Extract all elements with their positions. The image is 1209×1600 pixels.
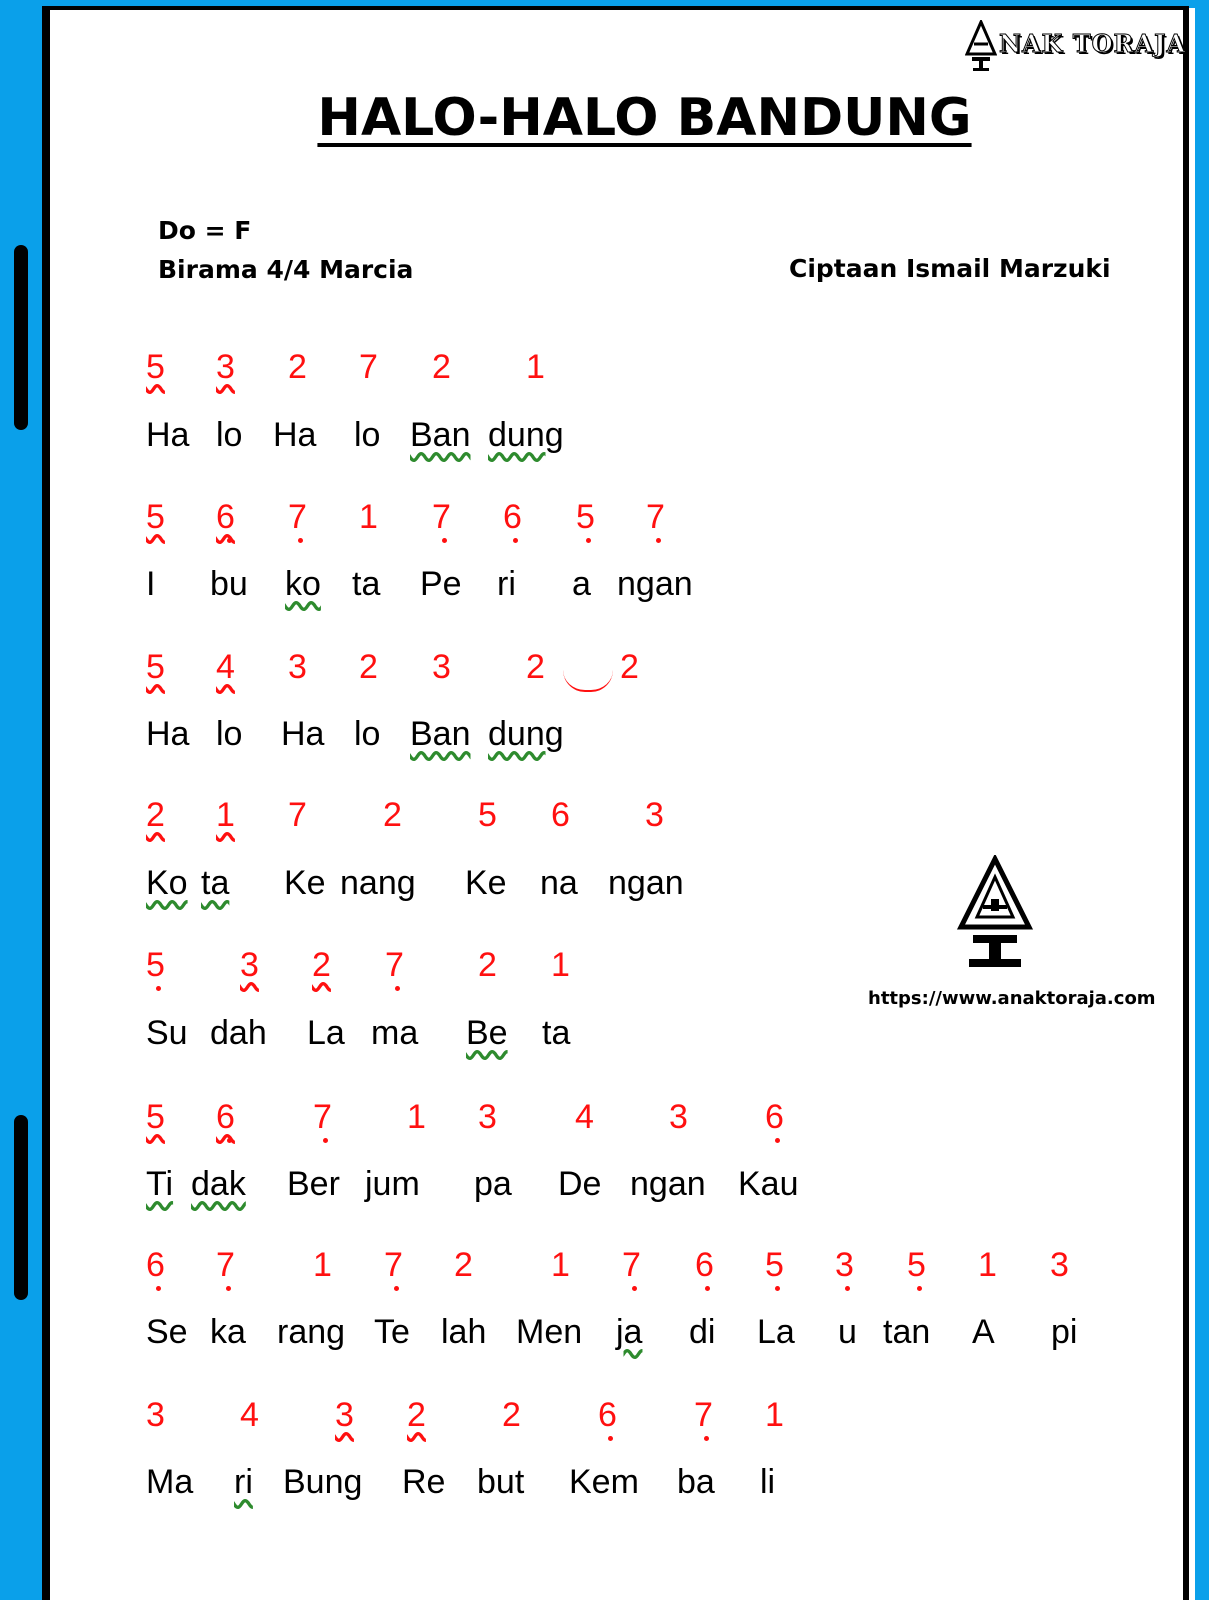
octave-dot — [513, 538, 518, 543]
lyric-syllable: nang — [340, 864, 416, 902]
note: 3 — [432, 648, 451, 686]
note: 7 — [646, 498, 665, 536]
lyric-syllable: La — [757, 1313, 795, 1351]
lyric-syllable: pa — [474, 1165, 512, 1203]
note: 1 — [313, 1246, 332, 1284]
notes-line-2 — [0, 498, 1209, 538]
lyric-syllable: lo — [216, 416, 243, 454]
note: 4 — [240, 1396, 259, 1434]
lyrics-line-7 — [0, 1313, 1209, 1353]
note: 3 — [335, 1396, 354, 1434]
lyric-syllable: ngan — [630, 1165, 706, 1203]
note: 3 — [288, 648, 307, 686]
notes-line-7 — [0, 1246, 1209, 1286]
lyric-syllable: Ber — [287, 1165, 340, 1203]
lyric-syllable: ri — [234, 1463, 253, 1501]
lyric-syllable: dah — [210, 1014, 267, 1052]
lyric-syllable: ta — [201, 864, 230, 902]
website-url[interactable]: https://www.anaktoraja.com — [868, 988, 1156, 1009]
note: 6 — [216, 498, 235, 536]
note: 6 — [503, 498, 522, 536]
lyric-syllable: Ke — [284, 864, 326, 902]
lyric-syllable: dak — [191, 1165, 246, 1203]
lyric-syllable: li — [760, 1463, 776, 1501]
octave-dot — [227, 1138, 232, 1143]
lyric-syllable: lo — [354, 416, 381, 454]
lyric-syllable: Re — [402, 1463, 446, 1501]
note: 7 — [385, 946, 404, 984]
octave-dot — [632, 1286, 637, 1291]
lyric-syllable: tan — [883, 1313, 931, 1351]
lyric-syllable: bu — [210, 565, 248, 603]
lyric-syllable: lah — [441, 1313, 487, 1351]
lyrics-line-8 — [0, 1463, 1209, 1503]
lyric-syllable: La — [307, 1014, 345, 1052]
composer-credit: Ciptaan Ismail Marzuki — [789, 254, 1111, 283]
octave-dot — [586, 538, 591, 543]
site-logo-icon — [955, 855, 1035, 975]
lyric-syllable: A — [972, 1313, 995, 1351]
note: 4 — [575, 1098, 594, 1136]
lyric-syllable: Ban — [410, 416, 471, 454]
lyric-syllable: jum — [365, 1165, 420, 1203]
brand-name: NAK TORAJA — [999, 29, 1187, 58]
note: 4 — [216, 648, 235, 686]
lyric-syllable: Ha — [273, 416, 317, 454]
note: 3 — [835, 1246, 854, 1284]
octave-dot — [395, 986, 400, 991]
note: 7 — [622, 1246, 641, 1284]
note: 2 — [620, 648, 639, 686]
lyric-syllable: ta — [352, 565, 381, 603]
lyric-syllable: I — [146, 565, 156, 603]
note: 7 — [288, 498, 307, 536]
octave-dot — [156, 1286, 161, 1291]
note: 5 — [146, 946, 165, 984]
note: 1 — [216, 796, 235, 834]
lyric-syllable: ma — [371, 1014, 419, 1052]
lyric-syllable: Te — [374, 1313, 410, 1351]
lyric-syllable: lo — [354, 715, 381, 753]
key-signature: Do = F — [158, 216, 252, 245]
note: 5 — [576, 498, 595, 536]
lyric-syllable: lo — [216, 715, 243, 753]
lyric-syllable: na — [540, 864, 578, 902]
note: 6 — [598, 1396, 617, 1434]
note: 3 — [1050, 1246, 1069, 1284]
lyric-syllable: Ha — [281, 715, 325, 753]
lyric-syllable: ba — [677, 1463, 715, 1501]
lyric-syllable: rang — [277, 1313, 346, 1351]
note: 3 — [216, 348, 235, 386]
note: 2 — [146, 796, 165, 834]
lyrics-line-6 — [0, 1165, 1209, 1205]
brand-header — [965, 20, 1186, 72]
note: 7 — [359, 348, 378, 386]
lyric-syllable: De — [558, 1165, 602, 1203]
note: 7 — [694, 1396, 713, 1434]
note: 5 — [146, 498, 165, 536]
lyric-syllable: Kau — [738, 1165, 799, 1203]
note: 3 — [669, 1098, 688, 1136]
lyric-syllable: ja — [616, 1313, 643, 1351]
note: 7 — [288, 796, 307, 834]
notes-line-3 — [0, 648, 1209, 688]
note: 6 — [551, 796, 570, 834]
note: 5 — [146, 1098, 165, 1136]
octave-dot — [705, 1286, 710, 1291]
note: 2 — [478, 946, 497, 984]
lyric-syllable: di — [689, 1313, 716, 1351]
lyric-syllable: a — [572, 565, 591, 603]
binder-ring-top — [14, 245, 28, 430]
octave-dot — [775, 1138, 780, 1143]
note: 6 — [216, 1098, 235, 1136]
octave-dot — [394, 1286, 399, 1291]
lyric-syllable: Ha — [146, 416, 190, 454]
lyric-syllable: Se — [146, 1313, 188, 1351]
octave-dot — [226, 1286, 231, 1291]
note: 2 — [526, 648, 545, 686]
notes-line-6 — [0, 1098, 1209, 1138]
note: 5 — [146, 648, 165, 686]
lyric-syllable: Su — [146, 1014, 188, 1052]
song-title: HALO-HALO BANDUNG — [317, 88, 972, 148]
note: 5 — [478, 796, 497, 834]
octave-dot — [704, 1436, 709, 1441]
note: 5 — [907, 1246, 926, 1284]
note: 1 — [526, 348, 545, 386]
lyric-syllable: Bung — [283, 1463, 363, 1501]
lyric-syllable: ta — [542, 1014, 571, 1052]
note: 2 — [454, 1246, 473, 1284]
lyric-syllable: but — [477, 1463, 525, 1501]
lyric-syllable: Ke — [465, 864, 507, 902]
octave-dot — [298, 538, 303, 543]
lyric-syllable: Ban — [410, 715, 471, 753]
note: 7 — [384, 1246, 403, 1284]
lyrics-line-2 — [0, 565, 1209, 605]
lyric-syllable: Kem — [569, 1463, 639, 1501]
lyric-syllable: Men — [516, 1313, 583, 1351]
note: 3 — [478, 1098, 497, 1136]
note: 3 — [645, 796, 664, 834]
octave-dot — [227, 538, 232, 543]
note: 1 — [407, 1098, 426, 1136]
note: 7 — [432, 498, 451, 536]
note: 6 — [695, 1246, 714, 1284]
note: 2 — [288, 348, 307, 386]
note: 1 — [978, 1246, 997, 1284]
note: 1 — [765, 1396, 784, 1434]
lyrics-line-3 — [0, 715, 1209, 755]
notes-line-8 — [0, 1396, 1209, 1436]
lyric-syllable: Pe — [420, 565, 462, 603]
lyric-syllable: ri — [497, 565, 516, 603]
lyric-syllable: Ko — [146, 864, 188, 902]
lyric-syllable: ngan — [608, 864, 684, 902]
note: 2 — [502, 1396, 521, 1434]
octave-dot — [656, 538, 661, 543]
note: 1 — [551, 1246, 570, 1284]
octave-dot — [323, 1138, 328, 1143]
lyrics-line-1 — [0, 416, 1209, 456]
octave-dot — [608, 1436, 613, 1441]
notes-line-1 — [0, 348, 1209, 388]
note: 6 — [765, 1098, 784, 1136]
time-signature: Birama 4/4 Marcia — [158, 255, 414, 284]
note: 5 — [765, 1246, 784, 1284]
lyric-syllable: dung — [488, 416, 564, 454]
note: 1 — [551, 946, 570, 984]
note: 2 — [383, 796, 402, 834]
note: 6 — [146, 1246, 165, 1284]
note: 7 — [216, 1246, 235, 1284]
octave-dot — [917, 1286, 922, 1291]
lyric-syllable: pi — [1051, 1313, 1078, 1351]
note: 2 — [359, 648, 378, 686]
lyric-syllable: Ti — [146, 1165, 174, 1203]
octave-dot — [775, 1286, 780, 1291]
note: 3 — [146, 1396, 165, 1434]
octave-dot — [156, 986, 161, 991]
note: 1 — [359, 498, 378, 536]
lyric-syllable: dung — [488, 715, 564, 753]
lyric-syllable: ngan — [617, 565, 693, 603]
note: 5 — [146, 348, 165, 386]
lyric-syllable: Ma — [146, 1463, 194, 1501]
note: 2 — [407, 1396, 426, 1434]
lyric-syllable: Be — [466, 1014, 508, 1052]
note: 7 — [313, 1098, 332, 1136]
note: 2 — [432, 348, 451, 386]
note: 2 — [312, 946, 331, 984]
lyric-syllable: u — [838, 1313, 857, 1351]
lyrics-line-5 — [0, 1014, 1209, 1054]
brand-logo-icon — [965, 20, 997, 72]
octave-dot — [845, 1286, 850, 1291]
note: 3 — [240, 946, 259, 984]
octave-dot — [442, 538, 447, 543]
notes-line-4 — [0, 796, 1209, 836]
lyric-syllable: ka — [210, 1313, 246, 1351]
lyric-syllable: Ha — [146, 715, 190, 753]
lyric-syllable: ko — [285, 565, 321, 603]
